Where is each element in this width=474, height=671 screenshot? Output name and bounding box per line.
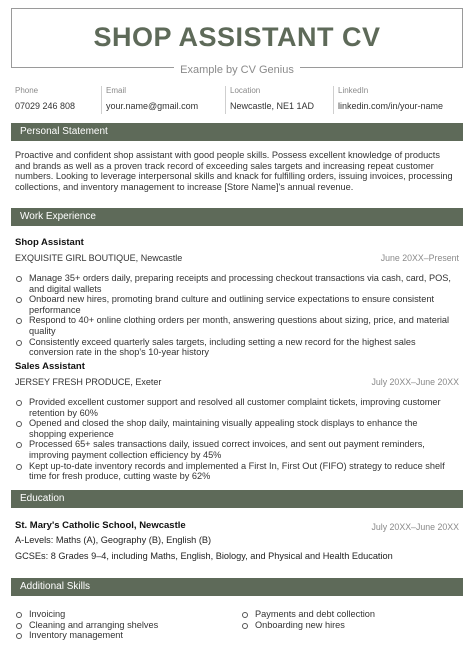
education-dates: July 20XX–June 20XX (371, 522, 459, 532)
job-title: Shop Assistant (15, 237, 84, 248)
job-bullets (15, 273, 455, 358)
page-subtitle: Example by CV Genius (174, 64, 300, 76)
list-item: Cleaning and arranging shelves (15, 620, 225, 631)
contact-location-value: Newcastle, NE1 1AD (230, 101, 315, 111)
gcses: GCSEs: 8 Grades 9–4, including Maths, English, Biology, and Physical and Health Education (15, 551, 393, 561)
job-employer: JERSEY FRESH PRODUCE, Exeter (15, 377, 162, 387)
contact-location (225, 86, 333, 114)
contact-email-label: Email (106, 86, 127, 95)
list-item: Onboarding new hires (241, 620, 451, 631)
list-item: Onboard new hires, promoting brand culture and outlining service expectations to ensure consistent performance (15, 294, 455, 315)
a-levels: A-Levels: Maths (A), Geography (B), English (B) (15, 535, 212, 545)
skills-list-left (15, 609, 225, 641)
list-item: Invoicing (15, 609, 225, 620)
contact-phone-label: Phone (15, 86, 39, 95)
list-item: Kept up-to-date inventory records and implemented a First In, First Out (FIFO) strategy to reduce shelf time for fresh produce, cutting waste by 62% (15, 461, 455, 482)
list-item: Opened and closed the shop daily, maintaining visually appealing stock displays to enhance the shopping experience (15, 418, 455, 439)
school-name: St. Mary's Catholic School, Newcastle (15, 520, 186, 531)
section-heading-additional-skills: Additional Skills (11, 578, 463, 596)
skills-list-right (241, 609, 451, 630)
subtitle-wrap (0, 60, 474, 78)
list-item: Consistently exceed quarterly sales targets, including setting a new record for the highest sales conversion rate in the shop's 10-year history (15, 337, 455, 358)
job-employer: EXQUISITE GIRL BOUTIQUE, Newcastle (15, 253, 183, 263)
contact-email-value[interactable]: your.name@gmail.com (106, 101, 199, 111)
contact-linkedin (333, 86, 463, 114)
list-item: Provided excellent customer support and resolved all customer complaint tickets, improving customer retention by 60% (15, 397, 455, 418)
section-heading-work-experience: Work Experience (11, 208, 463, 226)
contact-location-label: Location (230, 86, 261, 95)
list-item: Payments and debt collection (241, 609, 451, 620)
contact-email (101, 86, 225, 114)
job-bullets (15, 397, 455, 482)
job-dates: July 20XX–June 20XX (371, 377, 459, 387)
job-title: Sales Assistant (15, 361, 85, 372)
page-title: SHOP ASSISTANT CV (93, 22, 381, 52)
job-dates: June 20XX–Present (380, 253, 459, 263)
section-heading-personal-statement: Personal Statement (11, 123, 463, 141)
personal-statement-text: Proactive and confident shop assistant with good people skills. Possess excellent knowledge of products and brands as well as a proven track record of exceeding sales targets and increasing repeat customer numbers. Looking to leverage interpersonal skills and knack for fulfilling orders, issuing invoices, processing collections, and inventory management to increase [Store Name]'s annual revenue. (15, 150, 453, 192)
list-item: Inventory management (15, 630, 225, 641)
list-item: Manage 35+ orders daily, preparing receipts and processing checkout transactions via cash, card, POS, and digital wallets (15, 273, 455, 294)
list-item: Respond to 40+ online clothing orders per month, answering questions about sizing, price, and material quality (15, 315, 455, 336)
contact-phone-value: 07029 246 808 (15, 101, 76, 111)
contact-phone (15, 86, 105, 114)
list-item: Processed 65+ sales transactions daily, issued correct invoices, and sent out payment reminders, improving payment collection efficiency by 45% (15, 439, 455, 460)
contact-linkedin-label: LinkedIn (338, 86, 369, 95)
section-heading-education: Education (11, 490, 463, 508)
contact-linkedin-value[interactable]: linkedin.com/in/your-name (338, 101, 444, 111)
